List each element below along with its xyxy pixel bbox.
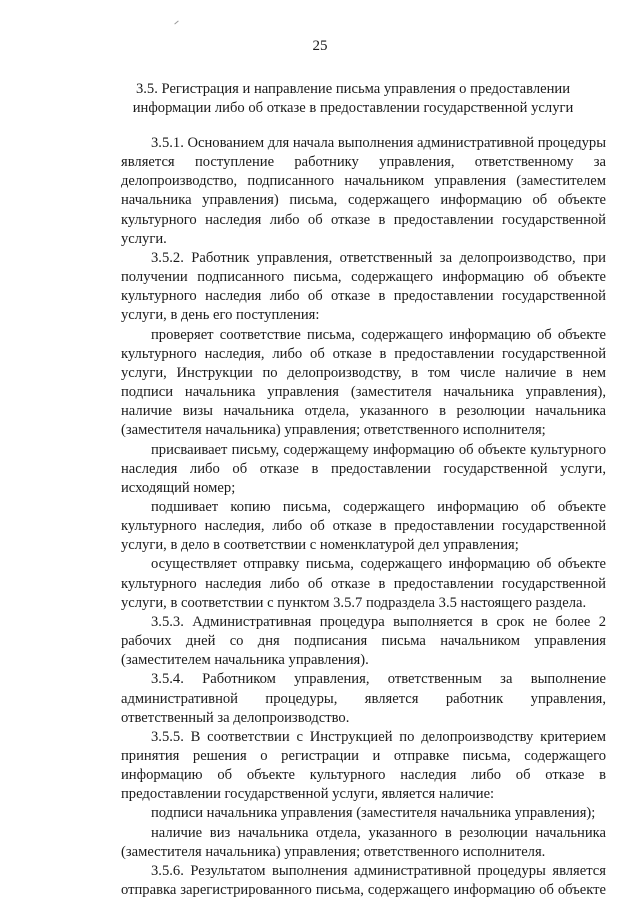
- paragraph-3-5-6: 3.5.6. Результатом выполнения административной процедуры является отправка зарегистрированного письма, содержащего информацию об объекте: [121, 862, 606, 899]
- paragraph-3-5-3: 3.5.3. Административная процедура выполняется в срок не более 2 рабочих дней со дня подписания письма начальником управления (заместителем начальника управления).: [121, 613, 606, 669]
- page-number: 25: [312, 38, 328, 54]
- list-item-sends-letter: осуществляет отправку письма, содержащего информацию об объекте культурного наследия либо об отказе в предоставлении государственной услуги, в соответствии с пунктом 3.5.7 подраздела 3.5 настоящего раздела.: [121, 556, 606, 611]
- list-item-files-copy: подшивает копию письма, содержащего информацию об объекте культурного наследия, либо об отказе в предоставлении государственной услуги, в дело в соответствии с номенклатурой дел управления;: [121, 498, 606, 554]
- list-item-visas: наличие виз начальника отдела, указанного в резолюции начальника (заместителя начальника) управления; ответственного исполнителя.: [121, 824, 606, 860]
- paragraph-3-5-4: 3.5.4. Работником управления, ответственным за выполнение административной процедуры, является работник управления, ответственный за делопроизводство.: [121, 671, 606, 726]
- list-item-assigns-number: присваивает письму, содержащему информацию об объекте культурного наследия либо об отказе в предоставлении государственной услуги, исходящий номер;: [121, 441, 606, 496]
- document-body: [121, 134, 606, 900]
- scan-mark: [174, 21, 178, 25]
- paragraph-3-5-2: 3.5.2. Работник управления, ответственный за делопроизводство, при получении подписанного письма, содержащего информацию об объекте культурного наследия либо об отказе в предоставлении государственной услуги, в день его поступления:: [121, 249, 606, 324]
- section-title: 3.5. Регистрация и направление письма управления о предоставлении информации либо об отказе в предоставлении государственной услуги: [132, 81, 574, 116]
- list-item-checks: проверяет соответствие письма, содержащего информацию об объекте культурного наследия, либо об отказе в предоставлении государственной услуги, Инструкции по делопроизводству, в том числе наличие в нем подписи начальника управления (заместителя начальника управления), наличие визы начальника отдела, указанного в резолюции начальника (заместителя начальника) управления; ответственного исполнителя;: [121, 326, 606, 439]
- paragraph-3-5-5: 3.5.5. В соответствии с Инструкцией по делопроизводству критерием принятия решения о регистрации и отправке письма, содержащего информацию об объекте культурного наследия либо об отказе в предоставлении государственной услуги, является наличие:: [121, 728, 606, 803]
- list-item-signature: подписи начальника управления (заместителя начальника управления);: [151, 805, 596, 822]
- paragraph-3-5-1: 3.5.1. Основанием для начала выполнения административной процедуры является поступление работнику управления, ответственному за делопроизводство, подписанного начальником управления (заместителем начальника управления) письма, содержащего информацию об объекте культурного наследия либо об отказе в предоставлении государственной услуги.: [121, 135, 607, 247]
